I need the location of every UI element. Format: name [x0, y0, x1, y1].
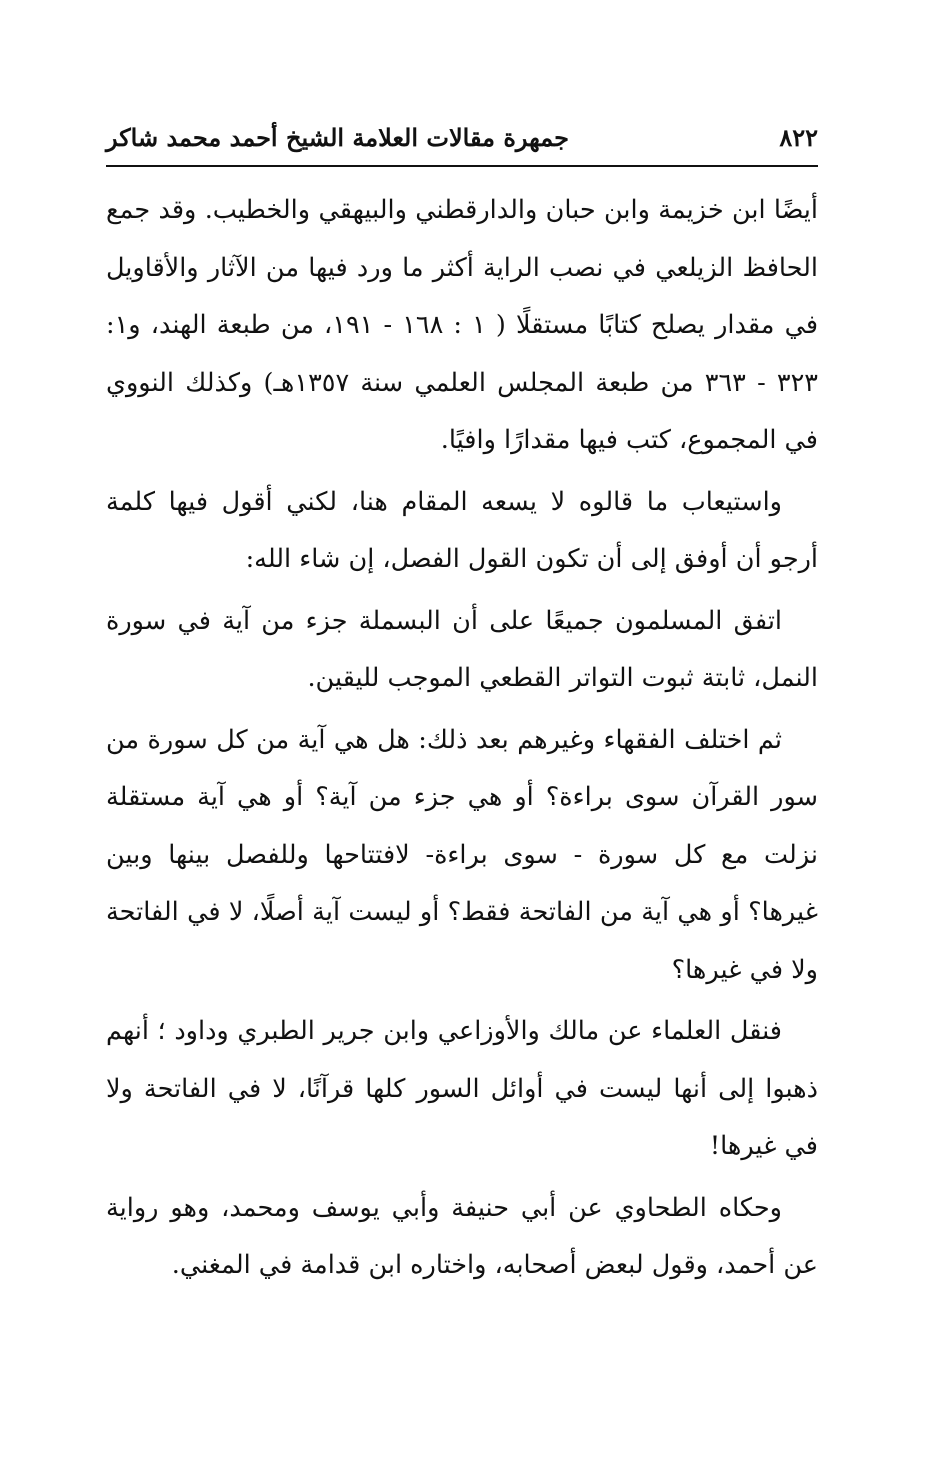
- paragraph: وحكاه الطحاوي عن أبي حنيفة وأبي يوسف ومحمد، وهو رواية عن أحمد، وقول لبعض أصحابه، واختاره ابن قدامة في المغني.: [106, 1192, 818, 1280]
- body-text: [106, 182, 818, 1299]
- header-rule: [106, 165, 818, 167]
- book-title: جمهرة مقالات العلامة الشيخ أحمد محمد شاكر: [106, 122, 569, 152]
- page-number: ٨٢٢: [779, 122, 818, 152]
- paragraph: أيضًا ابن خزيمة وابن حبان والدارقطني والبيهقي والخطيب. وقد جمع الحافظ الزيلعي في نصب الراية أكثر ما ورد فيها من الآثار والأقاويل في مقدار يصلح كتابًا مستقلًا ( ١ : ١٦٨ - ١٩١، من طبعة الهند، و١: ٣٢٣ - ٣٦٣ من طبعة المجلس العلمي سنة ١٣٥٧هـ) وكذلك النووي في المجموع، كتب فيها مقدارًا وافيًا.: [106, 195, 819, 455]
- paragraph: واستيعاب ما قالوه لا يسعه المقام هنا، لكني أقول فيها كلمة أرجو أن أوفق إلى أن تكون القول الفصل، إن شاء الله:: [106, 486, 818, 574]
- running-header: [106, 112, 818, 162]
- paragraph: اتفق المسلمون جميعًا على أن البسملة جزء من آية في سورة النمل، ثابتة ثبوت التواتر القطعي الموجب لليقين.: [106, 605, 818, 693]
- paragraph: ثم اختلف الفقهاء وغيرهم بعد ذلك: هل هي آية من كل سورة من سور القرآن سوى براءة؟ أو هي جزء من آية؟ أو هي آية مستقلة نزلت مع كل سورة - سوى براءة- لافتتاحها وللفصل بينها وبين غيرها؟ أو هي آية من الفاتحة فقط؟ أو ليست آية أصلًا، لا في الفاتحة ولا في غيرها؟: [106, 724, 818, 985]
- paragraph: فنقل العلماء عن مالك والأوزاعي وابن جرير الطبري وداود ؛ أنهم ذهبوا إلى أنها ليست في أوائل السور كلها قرآنًا، لا في الفاتحة ولا في غيرها!: [106, 1016, 818, 1161]
